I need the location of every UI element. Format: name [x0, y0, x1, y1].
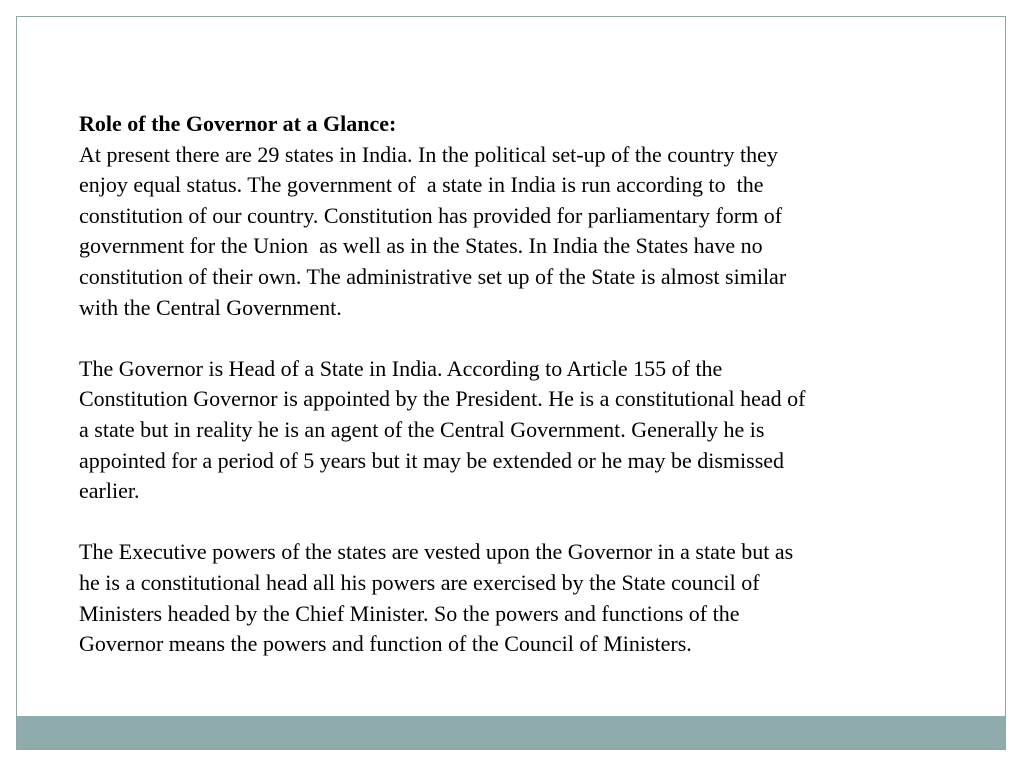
paragraph-line: The Executive powers of the states are vested upon the Governor in a state but as — [79, 539, 794, 565]
paragraph-line: The Governor is Head of a State in India. According to Article 155 of the — [79, 355, 723, 381]
paragraph-executive-powers — [79, 537, 959, 659]
paragraph-line: he is a constitutional head all his powers are exercised by the State council of — [79, 569, 760, 595]
paragraph-line: appointed for a period of 5 years but it may be extended or he may be dismissed — [79, 447, 785, 473]
paragraph-governor-head — [79, 354, 959, 507]
paragraph-line: Ministers headed by the Chief Minister. So the powers and functions of the — [79, 600, 740, 626]
paragraph-line: Governor means the powers and function of the Council of Ministers. — [79, 631, 692, 657]
paragraph-line: with the Central Government. — [79, 294, 342, 320]
paragraph-line: enjoy equal status. The government of a state in India is run according to the — [79, 172, 764, 198]
footer-bar — [17, 716, 1005, 749]
paragraph-line: a state but in reality he is an agent of the Central Government. Generally he is — [79, 416, 765, 442]
paragraph-line: At present there are 29 states in India. In the political set-up of the country they — [79, 141, 778, 167]
paragraph-line: constitution of our country. Constitution has provided for parliamentary form of — [79, 202, 783, 228]
paragraph-line: constitution of their own. The administrative set up of the State is almost similar — [79, 263, 787, 289]
paragraph-states-overview — [79, 140, 959, 324]
slide-heading: Role of the Governor at a Glance: — [79, 111, 397, 136]
paragraph-line: government for the Union as well as in the States. In India the States have no — [79, 233, 763, 259]
paragraph-line: Constitution Governor is appointed by the President. He is a constitutional head of — [79, 386, 806, 412]
slide-content — [79, 109, 959, 660]
paragraph-line: earlier. — [79, 478, 140, 504]
